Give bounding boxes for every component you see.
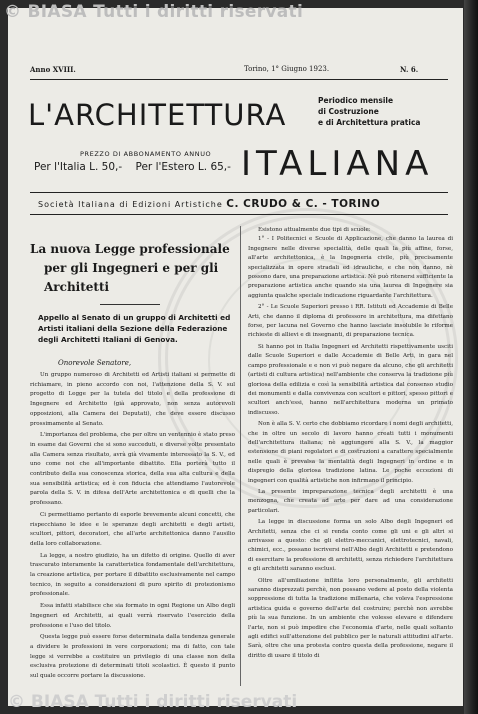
publisher-name: C. CRUDO & C. - TORINO — [226, 198, 381, 210]
masthead-line1: L'ARCHITETTURA — [28, 98, 287, 132]
left-column — [30, 240, 235, 682]
paragraph: La legge in discussione forma un solo Albo degli Ingegneri ed Architetti, senza che ci si renda conto come gli uni e gli altri si arrivasse a questo: che gli elettro-meccanici, elettrotecnici, navali, chimici, ecc., possano iscriversi nell'Albo degli Architetti e pretendono di esercitare la professione di architetti, senza richiedere l'architettura e gli architetti saranno esclusi. — [248, 519, 453, 573]
paragraph: Questa legge può essere forse determinata dalla tendenza generale a dividere le professioni in vere corporazioni; ma di fatto, con tale legge si verrebbe a costituire un privilegio di una classe non della esclusiva protezione di determinati titoli scolastici. È questo il punto sul quale occorre portare la discussione. — [30, 634, 235, 680]
masthead-line2: ITALIANA — [241, 144, 434, 184]
header-rule — [30, 79, 448, 80]
issue-info — [30, 65, 450, 79]
price-label: PREZZO DI ABBONAMENTO ANNUO — [80, 150, 212, 158]
newspaper-page — [8, 8, 463, 706]
title-rule — [100, 304, 160, 305]
paragraph: La presente impreparazione tecnica degli architetti è una menzogna, che creata ad arte per dare ad una considerazione particolari. — [248, 488, 453, 514]
price-abroad: Per l'Estero L. 65,- — [135, 161, 231, 173]
publisher-line — [38, 198, 380, 210]
column-divider — [240, 226, 241, 686]
tagline-line: e di Architettura pratica — [318, 118, 421, 127]
issue-date: Torino, 1° Giugno 1923. — [244, 65, 330, 73]
paragraph: Ci permettiamo pertanto di esporle brevemente alcuni concetti, che rispecchiano le idee e le speranze degli architetti e degli artisti, scultori, pittori, decoratori, che all'arte architettonica danno l'ausilio della loro collaborazione. — [30, 511, 235, 547]
price-italy: Per l'Italia L. 50,- — [34, 161, 123, 173]
issue-number: N. 6. — [400, 65, 419, 74]
binding-spine — [464, 0, 478, 714]
paragraph: Oltre all'umiliazione inflitta loro personalmente, gli architetti saranno disprezzati perchè, non possano vedere al posto della violenta soppressione di tutta la tradizione millenaria, che voleva l'espressione artistica guida e governo dell'arte del costruire; perchè non avrebbe più la sua funzione. In un ambiente che volesse elevare e difendere l'arte, non si può impedire che l'economia d'arte, nelle quali soltanto agli edifici sull'attenzione del pubblico per le naturali attitudini all'arte. Sarà, oltre che una protesta contro questa della professione, negare il diritto di usare il titolo di — [248, 577, 453, 659]
watermark-bottom: © BIASA Tutti i diritti riservati — [8, 692, 298, 712]
article-title-line2: per gli Ingegneri e per gli Architetti — [44, 261, 219, 294]
masthead-rule — [30, 192, 448, 193]
paragraph: 2° - Le Scuole Superiori presso i RR. Istituti ed Accademie di Belle Arti, che danno il diploma di professore in architettura, ma difettano forse, per lacuna nel Governo che hanno lasciate insolubile le riforme richieste di allievi e di insegnanti, di preparazione tecnica. — [248, 304, 453, 339]
salutation: Onorevole Senatore, — [58, 359, 132, 367]
paragraph: Un gruppo numeroso di Architetti ed Artisti italiani si permette di richiamare, in pieno accordo con noi, l'attenzione della S. V. sul progetto di Legge per la tutela del titolo e della professione di Ingegnere ed Architetto (già approvato, non senza autorevoli opposizioni, alla Camera dei Deputati), che deve essere discusso prossimamente al Senato. — [30, 372, 235, 427]
paragraph: Si hanno poi in Italia Ingegneri ed Architetti rispettivamente usciti dalle Scuole Superiori e dalle Accademie di Belle Arti, in gara nel campo professionale e e non vi può negare da alcuno, che gli architetti (artisti di cultura artistica) nell'ambiente che conserva la tradizione più gloriosa della edilizia e così la sensibilità artistica dal consenso studio dei monumenti e dalla convivenza con scultori e pittori, spesso pittori e scultori anch'essi, hanno nell'architettura moderna un primato indiscusso. — [248, 343, 453, 416]
issue-year: Anno XVIII. — [30, 65, 76, 74]
paragraph: Essa infatti stabilisce che sia formato in ogni Regione un Albo degli Ingegneri ed Architetti, ai quali verrà riservato l'esercizio della professione e l'uso del titolo. — [30, 603, 235, 629]
tagline-line: Periodico mensile — [318, 96, 394, 105]
article-subtitle: Appello al Senato di un gruppo di Architetti ed Artisti italiani della Sezione della Federazione degli Architetti Italiani di Genova. — [38, 313, 231, 344]
masthead-tagline — [318, 95, 420, 128]
article-title-line1: La nuova Legge professionale — [30, 242, 230, 256]
publisher-rule — [30, 214, 448, 215]
paragraph: 1° - I Politecnici e Scuole di Applicazione, che danno la laurea di Ingegnere nelle diverse specialità, delle quali la più affine, forse, all'arte architettonica, è la Ingegneria civile, più precisamente specializzata in opere stradali ed idrauliche, e che non danno, nè possono dare, una preparazione artistica. Nè può ritenersi sufficiente la preparazione artistica anche quando sia una laurea di Ingegnere sia aggiunta qualche speciale indicazione riguardante l'architettura. — [248, 236, 453, 299]
article-title — [30, 240, 235, 297]
paragraph: Non è alla S. V. certo che dobbiamo ricordare i nomi degli architetti, che in oltre un secolo di lavoro hanno creati tutti i monumenti dell'architettura italiana; nè aggiungere alla S. V., la maggior estensione di piani regolatori e di costruzioni a carattere specialmente nelle quali è prevalsa la mentalità degli Ingegneri in ordine e in dispregio della gloriosa tradizione latina. Le poche eccezioni di ingegneri con qualità artistiche non infirmano il principio. — [248, 421, 453, 484]
paragraph: L'importanza del problema, che per oltre un ventennio è stato preso in esame dai Governi che si sono succeduti, e diverse volte presentato alla Camera senza risultato, avrà già vivamente interessato la S. V., ed uno come noi che all'importante dibattito. Ella porterà tutto il contributo della sua conoscenza storica, della sua alta cultura e della sua sensibilità artistica; ed è con fiducia che attendiamo l'autorevole parola della S. V. in difesa dell'Arte architettonica e di quelli che la professano. — [30, 432, 235, 507]
paragraph: Esistono attualmente due tipi di scuole: — [258, 227, 371, 233]
price-values — [34, 161, 231, 173]
right-column — [248, 226, 453, 661]
tagline-line: di Costruzione — [318, 107, 379, 116]
watermark-top: © BIASA Tutti i diritti riservati — [4, 2, 304, 22]
publisher-prefix: Società Italiana di Edizioni Artistiche — [38, 200, 223, 209]
paragraph: La legge, a nostro giudizio, ha un difetto di origine. Quello di aver trascurato interamente la caratteristica fondamentale dell'architettura, la creazione artistica, per portare il dibattito esclusivamente nel campo tecnico, in seguito a considerazioni di puro spirito di protezionismo professionale. — [30, 552, 235, 598]
